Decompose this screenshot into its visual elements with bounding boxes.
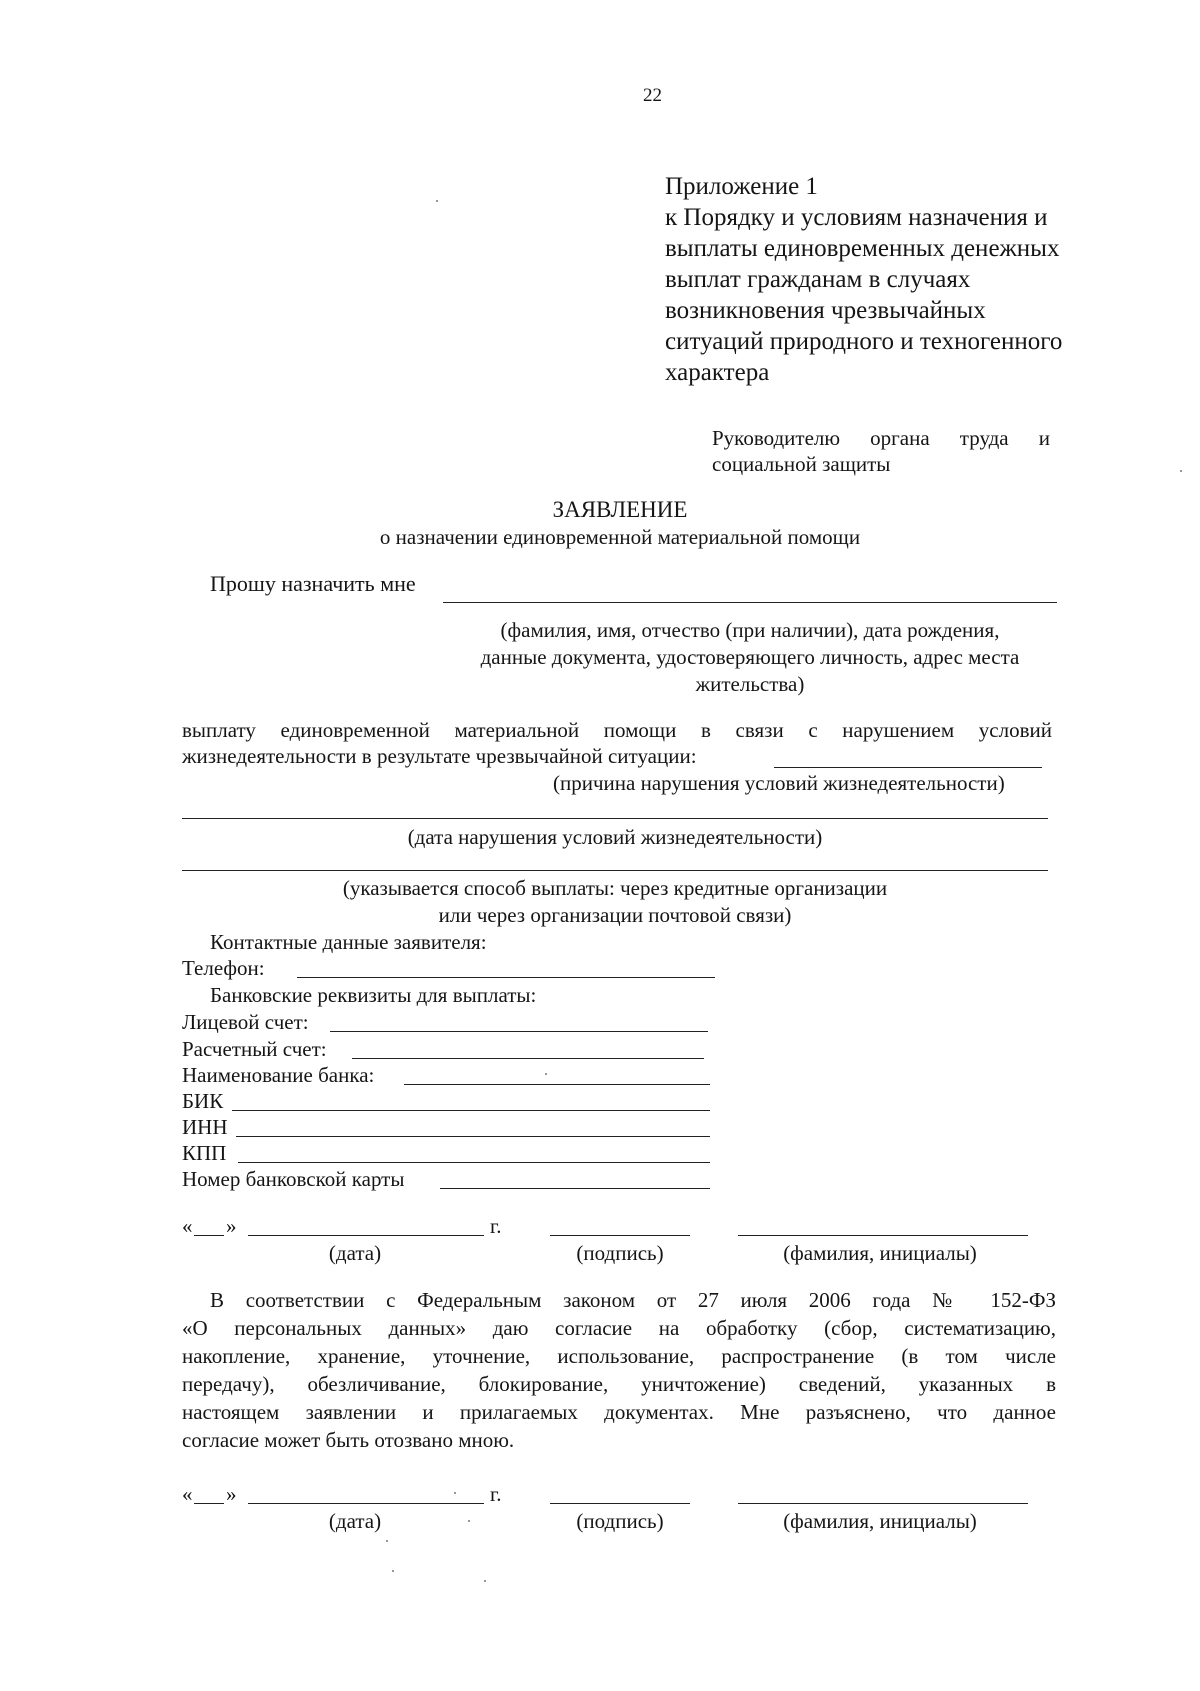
bank-field-line[interactable] xyxy=(404,1084,710,1085)
year-suffix: г. xyxy=(490,1214,502,1238)
consent-line: «О персональных данных» даю согласие на обработку (сбор, систематизацию, xyxy=(182,1316,1056,1340)
appendix-line: характера xyxy=(665,359,770,386)
name-field-line[interactable] xyxy=(738,1235,1028,1236)
request-body-line: выплату единовременной материальной помощи в связи с нарушением условий xyxy=(182,718,1052,742)
reason-field-line[interactable] xyxy=(774,767,1042,768)
request-intro: Прошу назначить мне xyxy=(210,571,416,596)
payment-method-line[interactable] xyxy=(182,870,1048,871)
bank-field-label: ИНН xyxy=(182,1115,228,1139)
appendix-line: ситуаций природного и техногенного xyxy=(665,328,1063,355)
day-field-line[interactable] xyxy=(194,1503,224,1504)
scan-speck xyxy=(545,1073,547,1075)
payment-method-hint: (указывается способ выплаты: через кредитные организации xyxy=(342,876,888,900)
bank-field-label: Расчетный счет: xyxy=(182,1037,327,1061)
scan-speck xyxy=(386,1540,388,1542)
statement-title: ЗАЯВЛЕНИЕ xyxy=(552,497,688,522)
bank-field-label: Лицевой счет: xyxy=(182,1010,309,1034)
consent-line: настоящем заявлении и прилагаемых документах. Мне разъяснено, что данное xyxy=(182,1400,1056,1424)
appendix-line: возникновения чрезвычайных xyxy=(665,297,986,324)
date-hint: (дата нарушения условий жизнедеятельности) xyxy=(407,825,823,849)
bank-field-label: Наименование банка: xyxy=(182,1063,375,1087)
name-caption: (фамилия, инициалы) xyxy=(783,1509,977,1533)
scan-speck xyxy=(1180,470,1182,472)
bank-field-line[interactable] xyxy=(238,1162,710,1163)
request-body-line: жизнедеятельности в результате чрезвычайной ситуации: xyxy=(182,744,697,768)
phone-label: Телефон: xyxy=(182,956,265,980)
bank-field-label: Номер банковской карты xyxy=(182,1167,405,1191)
addressee-line: социальной защиты xyxy=(712,452,891,476)
consent-line: В соответствии с Федеральным законом от 27 июля 2006 года № 152-ФЗ xyxy=(210,1288,1056,1312)
consent-line: передачу), обезличивание, блокирование, уничтожение) сведений, указанных в xyxy=(182,1372,1056,1396)
date-caption: (дата) xyxy=(328,1241,382,1265)
signature-field-line[interactable] xyxy=(550,1503,690,1504)
contacts-heading: Контактные данные заявителя: xyxy=(210,930,487,954)
date-quote-open: « xyxy=(182,1214,193,1238)
consent-line: накопление, хранение, уточнение, использование, распространение (в том числе xyxy=(182,1344,1056,1368)
bank-field-label: БИК xyxy=(182,1089,224,1113)
bank-heading: Банковские реквизиты для выплаты: xyxy=(210,983,537,1007)
signature-field-line[interactable] xyxy=(550,1235,690,1236)
appendix-line: выплаты единовременных денежных xyxy=(665,235,1060,262)
bank-field-line[interactable] xyxy=(232,1110,710,1111)
date-quote-close: » xyxy=(226,1214,237,1238)
payment-method-hint: или через организации почтовой связи) xyxy=(438,903,792,927)
scan-speck xyxy=(454,1492,456,1494)
signature-caption: (подпись) xyxy=(576,1241,664,1265)
name-field-line[interactable] xyxy=(738,1503,1028,1504)
scan-speck xyxy=(484,1580,486,1582)
bank-field-line[interactable] xyxy=(236,1136,710,1137)
appendix-line: выплат гражданам в случаях xyxy=(665,266,971,293)
month-field-line[interactable] xyxy=(248,1503,484,1504)
name-caption: (фамилия, инициалы) xyxy=(783,1241,977,1265)
scan-speck xyxy=(392,1570,394,1572)
date-quote-close: » xyxy=(226,1482,237,1506)
phone-field-line[interactable] xyxy=(297,977,715,978)
bank-field-line[interactable] xyxy=(330,1031,708,1032)
reason-hint: (причина нарушения условий жизнедеятельности) xyxy=(553,771,1005,795)
date-field-line[interactable] xyxy=(182,818,1048,819)
scan-speck xyxy=(436,200,438,202)
bank-field-line[interactable] xyxy=(352,1058,704,1059)
applicant-details-hint: (фамилия, имя, отчество (при наличии), дата рождения, xyxy=(500,618,1000,642)
date-caption: (дата) xyxy=(328,1509,382,1533)
applicant-details-hint: жительства) xyxy=(695,672,805,696)
date-quote-open: « xyxy=(182,1482,193,1506)
year-suffix: г. xyxy=(490,1482,502,1506)
bank-field-line[interactable] xyxy=(440,1188,710,1189)
page-number: 22 xyxy=(643,85,662,106)
day-field-line[interactable] xyxy=(194,1235,224,1236)
applicant-details-line[interactable] xyxy=(443,602,1057,603)
appendix-title: Приложение 1 xyxy=(665,173,818,200)
bank-field-label: КПП xyxy=(182,1141,227,1165)
scan-speck xyxy=(468,1520,470,1522)
month-field-line[interactable] xyxy=(248,1235,484,1236)
appendix-line: к Порядку и условиям назначения и xyxy=(665,204,1048,231)
addressee-line: Руководителю органа труда и xyxy=(712,426,1050,450)
consent-line: согласие может быть отозвано мною. xyxy=(182,1428,515,1452)
applicant-details-hint: данные документа, удостоверяющего личность, адрес места xyxy=(480,645,1020,669)
signature-caption: (подпись) xyxy=(576,1509,664,1533)
statement-subtitle: о назначении единовременной материальной помощи xyxy=(379,525,861,549)
